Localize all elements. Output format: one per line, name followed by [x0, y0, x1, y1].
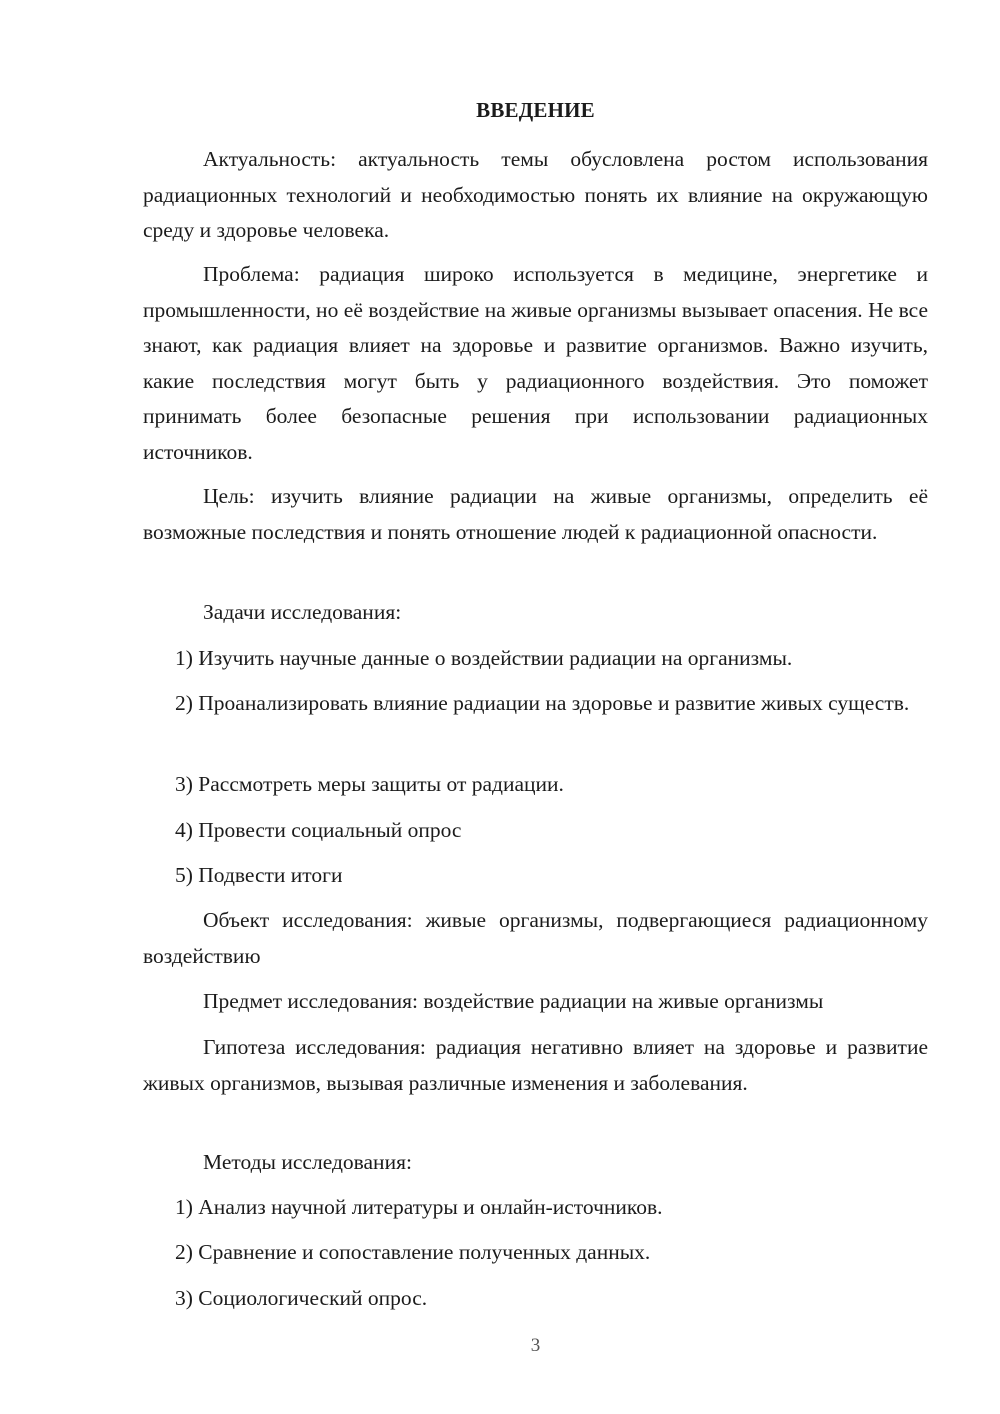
- subject-paragraph: Предмет исследования: воздействие радиации на живые организмы: [203, 989, 824, 1013]
- task-item-3: 3) Рассмотреть меры защиты от радиации.: [175, 772, 564, 796]
- page-content: [143, 0, 928, 1414]
- problem-paragraph: Проблема: радиация широко используется в медицине, энергетике и промышленности, но её воздействие на живые организмы вызывает опасения. Не все знают, как радиация влияет на здоровье и развитие организмов. Важно изучить, какие последствия могут быть у радиационного воздействия. Это поможет принимать более безопасные решения при использовании радиационных источников.: [143, 262, 928, 464]
- task-item-2: 2) Проанализировать влияние радиации на здоровье и развитие живых существ.: [175, 691, 910, 715]
- hypothesis-paragraph: Гипотеза исследования: радиация негативно влияет на здоровье и развитие живых организмов, вызывая различные изменения и заболевания.: [143, 1035, 928, 1095]
- method-item-3: 3) Социологический опрос.: [175, 1286, 428, 1310]
- tasks-heading: Задачи исследования:: [203, 600, 402, 624]
- goal-paragraph: Цель: изучить влияние радиации на живые организмы, определить её возможные последствия и понять отношение людей к радиационной опасности.: [143, 484, 928, 544]
- relevance-paragraph: Актуальность: актуальность темы обусловлена ростом использования радиационных технологий и необходимостью понять их влияние на окружающую среду и здоровье человека.: [143, 147, 928, 242]
- task-item-5: 5) Подвести итоги: [175, 863, 343, 887]
- methods-heading: Методы исследования:: [203, 1150, 412, 1174]
- method-item-1: 1) Анализ научной литературы и онлайн-источников.: [175, 1195, 663, 1219]
- task-item-1: 1) Изучить научные данные о воздействии радиации на организмы.: [175, 646, 793, 670]
- section-title: ВВЕДЕНИЕ: [476, 98, 595, 122]
- page-number: 3: [530, 1335, 541, 1356]
- object-paragraph: Объект исследования: живые организмы, подвергающиеся радиационному воздействию: [143, 908, 928, 968]
- method-item-2: 2) Сравнение и сопоставление полученных данных.: [175, 1240, 651, 1264]
- task-item-4: 4) Провести социальный опрос: [175, 818, 462, 842]
